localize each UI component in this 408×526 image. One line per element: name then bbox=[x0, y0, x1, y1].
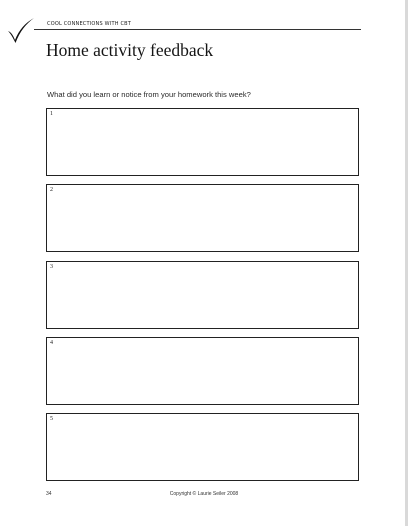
page-number: 34 bbox=[46, 491, 52, 497]
box-number: 2 bbox=[50, 187, 53, 193]
answer-box-4[interactable] bbox=[46, 337, 359, 405]
header-rule bbox=[34, 29, 361, 30]
copyright-notice: Copyright © Laurie Seiler 2008 bbox=[169, 491, 239, 497]
box-number: 3 bbox=[50, 264, 53, 270]
box-number: 5 bbox=[50, 416, 53, 422]
question-prompt: What did you learn or notice from your homework this week? bbox=[47, 90, 251, 99]
box-number: 4 bbox=[50, 340, 53, 346]
running-header: COOL CONNECTIONS WITH CBT bbox=[47, 21, 132, 27]
answer-box-2[interactable] bbox=[46, 184, 359, 252]
page-title: Home activity feedback bbox=[46, 40, 214, 60]
checkmark-icon bbox=[6, 16, 36, 46]
answer-box-1[interactable] bbox=[46, 108, 359, 176]
answer-box-5[interactable] bbox=[46, 413, 359, 481]
box-number: 1 bbox=[50, 111, 53, 117]
answer-box-3[interactable] bbox=[46, 261, 359, 329]
